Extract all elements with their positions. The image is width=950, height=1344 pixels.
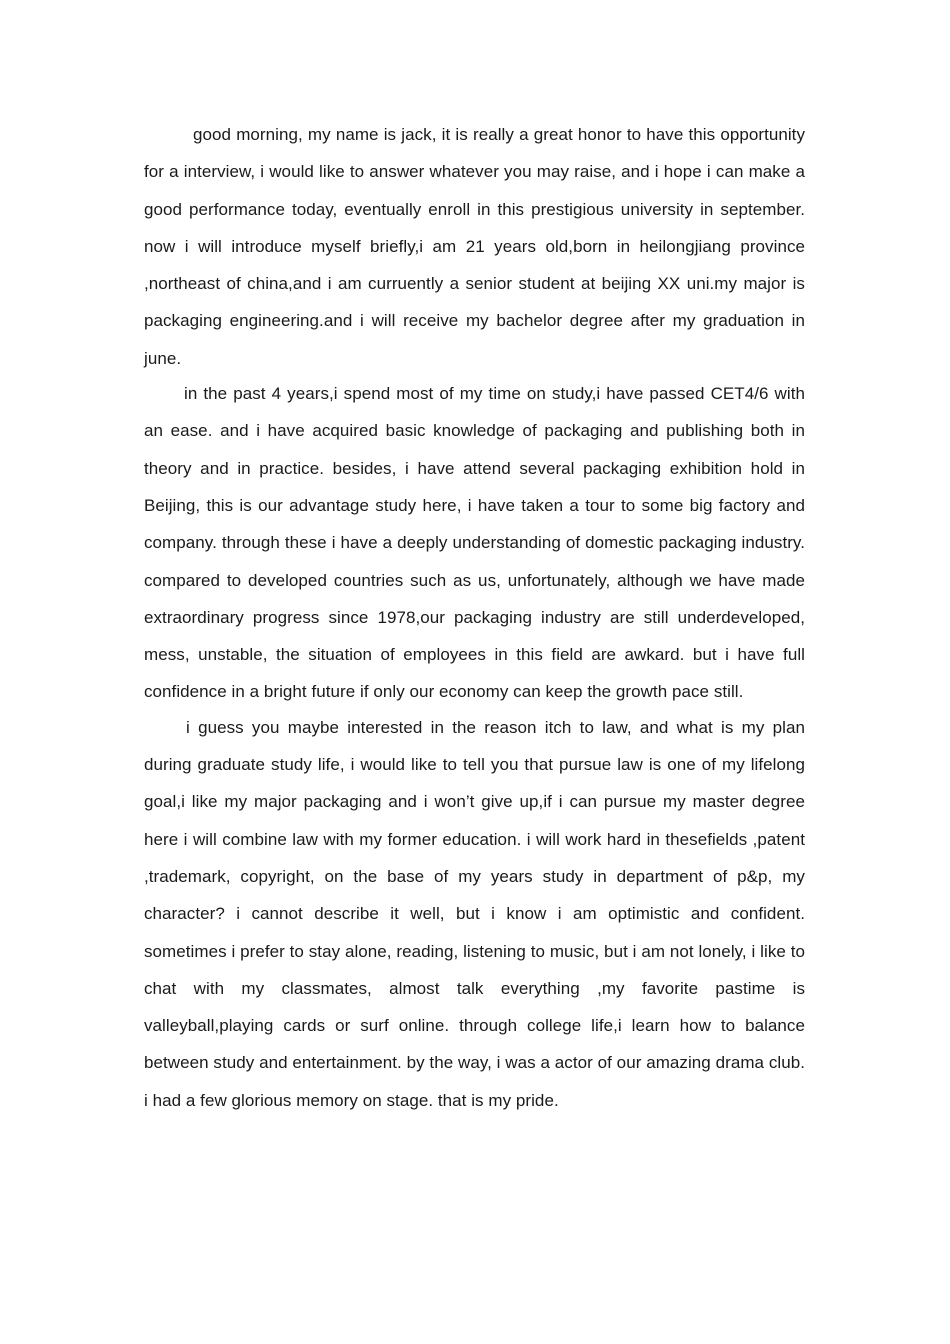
paragraph-study-experience: in the past 4 years,i spend most of my time on study,i have passed CET4/6 with an ease. and i have acquired basic knowledge of packaging and publishing both in theory and in practice. besides, i have attend several packaging exhibition hold in Beijing, this is our advantage study here, i have taken a tour to some big factory and company. through these i have a deeply understanding of domestic packaging industry. compared to developed countries such as us, unfortunately, although we have made extraordinary progress since 1978,our packaging industry are still underdeveloped, mess, unstable, the situation of employees in this field are awkard. but i have full confidence in a bright future if only our economy can keep the growth pace still. bbox=[144, 384, 805, 702]
paragraph-introduction: good morning, my name is jack, it is really a great honor to have this opportunity for a interview, i would like to answer whatever you may raise, and i hope i can make a good performance today, eventually enroll in this prestigious university in september. now i will introduce myself briefly,i am 21 years old,born in heilongjiang province ,northeast of china,and i am curruently a senior student at beijing XX uni.my major is packaging engineering.and i will receive my bachelor degree after my graduation in june. bbox=[144, 125, 805, 368]
paragraph-plans-and-character: i guess you maybe interested in the reason itch to law, and what is my plan during graduate study life, i would like to tell you that pursue law is one of my lifelong goal,i like my major packaging and i won’t give up,if i can pursue my master degree here i will combine law with my former education. i will work hard in thesefields ,patent ,trademark, copyright, on the base of my years study in department of p&p, my character? i cannot describe it well, but i know i am optimistic and confident. sometimes i prefer to stay alone, reading, listening to music, but i am not lonely, i like to chat with my classmates, almost talk everything ,my favorite pastime is valleyball,playing cards or surf online. through college life,i learn how to balance between study and entertainment. by the way, i was a actor of our amazing drama club. i had a few glorious memory on stage. that is my pride. bbox=[144, 717, 805, 1110]
document-body bbox=[144, 116, 805, 1119]
